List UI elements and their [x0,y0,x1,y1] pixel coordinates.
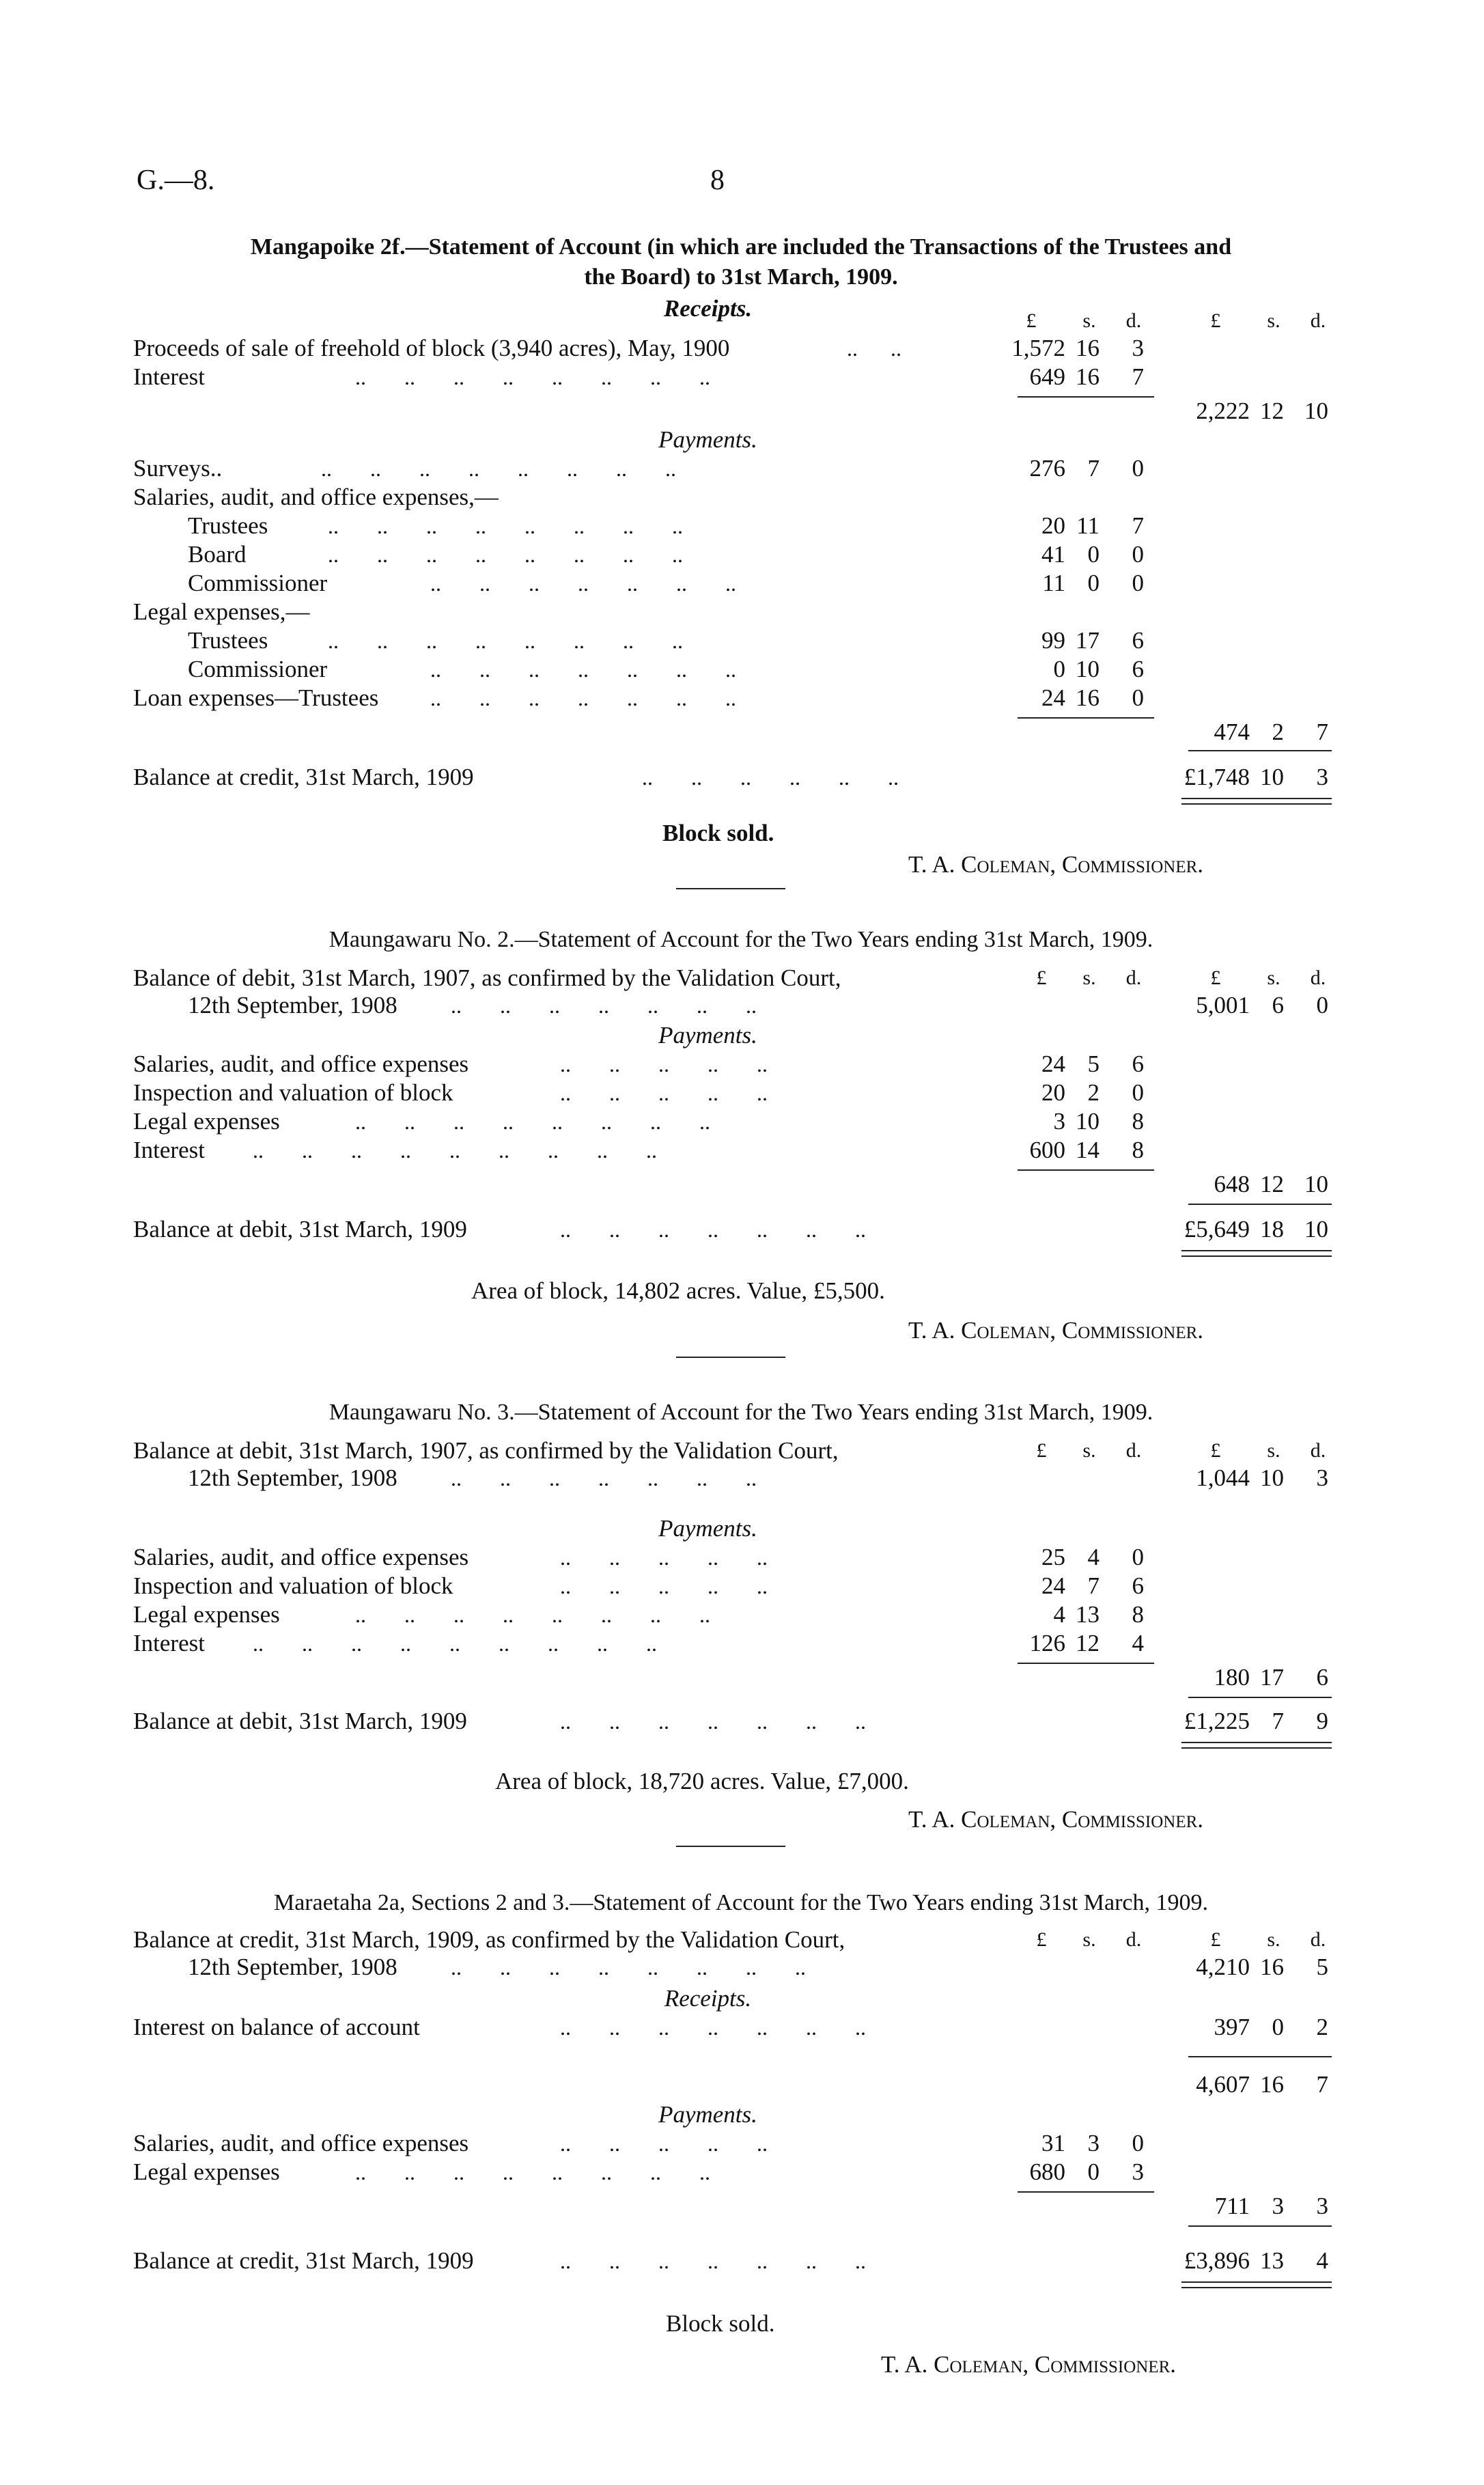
s2-p1-pence: 6 [1132,1051,1144,1077]
s1-loan-pence: 0 [1132,684,1144,711]
s1-receipts-total-shillings: 12 [1260,398,1284,424]
s2-p1-pounds: 24 [1041,1051,1065,1077]
s3-p2-pence: 6 [1132,1572,1144,1599]
s1-r1-shillings: 16 [1076,335,1100,361]
s1-trustees-pounds: 20 [1041,512,1065,539]
s2-signature-text: T. A. Coleman, Commissioner. [908,1317,1204,1344]
s2-balance-pounds: £5,649 [1184,1216,1250,1242]
s3-signature [908,1806,1203,1833]
s3-payment-legal: Legal expenses [133,1601,280,1628]
s4-balance-label-1: Balance at credit, 31st March, 1909, as confirmed by the Validation Court, [133,1926,845,1953]
s1-payments-total-shillings: 2 [1272,719,1284,745]
s1-trustees-pence: 7 [1132,512,1144,539]
s4-receipt-interest: Interest on balance of account [133,2014,420,2040]
s3-p2-pounds: 24 [1041,1572,1065,1599]
s1-surveys-shillings: 7 [1087,455,1100,482]
s1-signature [908,851,1203,878]
leader-dots: .. .. .. .. .. [560,1574,768,1598]
s2-title: Maungawaru No. 2.—Statement of Account for the Two Years ending 31st March, 1909. [328,927,1153,952]
s1-receipt-interest: Interest [133,363,205,390]
s2-opening-shillings: 6 [1272,992,1284,1018]
s3-opening-pounds: 1,044 [1196,1464,1250,1491]
leader-dots: .. .. .. .. .. .. .. [430,571,736,596]
s2-p3-shillings: 10 [1076,1108,1100,1135]
section-separator [676,1846,785,1847]
leader-dots: .. .. .. .. .. .. .. [430,686,736,710]
s2-col-shilling: s. [1082,967,1096,989]
s2-payments-total-pounds: 648 [1214,1171,1250,1197]
s1-balance-shillings: 10 [1260,764,1284,790]
leader-dots: .. .. .. .. .. [560,1052,768,1077]
s2-balance-label: Balance at debit, 31st March, 1909 [133,1216,467,1242]
s3-signature-text: T. A. Coleman, Commissioner. [908,1806,1204,1833]
s4-balance-shillings: 13 [1260,2247,1284,2274]
s1-board-pence: 0 [1132,541,1144,568]
s1-salaries-board: Board [188,541,247,568]
s3-p1-shillings: 4 [1087,1544,1100,1570]
double-rule [1181,2281,1332,2288]
s1-col2-shilling: s. [1267,309,1280,332]
s4-col2-pence: d. [1310,1928,1326,1951]
s3-balance-label-2: 12th September, 1908 [188,1464,397,1491]
s4-p1-pence: 0 [1132,2130,1144,2156]
s3-balance-label-1: Balance at debit, 31st March, 1907, as confirmed by the Validation Court, [133,1437,839,1464]
s1-payment-loan: Loan expenses—Trustees [133,684,379,711]
s1-receipts-total-pounds: 2,222 [1196,398,1250,424]
s2-col-pound: £ [1036,967,1047,989]
double-rule [1181,798,1332,805]
s4-col-pound: £ [1036,1928,1047,1951]
leader-dots: .. .. .. .. .. .. .. [560,2249,866,2273]
s1-r1-pence: 3 [1132,335,1144,361]
s2-p2-pounds: 20 [1041,1079,1065,1106]
s3-col2-pence: d. [1310,1439,1326,1462]
s3-p2-shillings: 7 [1087,1572,1100,1599]
s3-balance-label: Balance at debit, 31st March, 1909 [133,1708,467,1734]
s1-commissioner-pence: 0 [1132,570,1144,596]
s4-payments-total-pence: 3 [1316,2193,1328,2219]
s1-receipt-proceeds: Proceeds of sale of freehold of block (3,940 acres), May, 1900 [133,335,730,361]
s1-payment-surveys: Surveys.. [133,455,223,482]
s1-r2-shillings: 16 [1076,363,1100,390]
s1-col2-pence: d. [1310,309,1326,332]
rule [1018,717,1154,719]
s1-board-shillings: 0 [1087,541,1100,568]
s1-surveys-pence: 0 [1132,455,1144,482]
double-rule [1181,1250,1332,1257]
s1-legal-commissioner-pounds: 0 [1053,656,1065,682]
s2-balance-label-2: 12th September, 1908 [188,992,397,1018]
double-rule [1181,1742,1332,1749]
s2-col2-shilling: s. [1267,967,1280,989]
s1-commissioner-pounds: 11 [1042,570,1065,596]
s4-balance-pounds: £3,896 [1184,2247,1250,2274]
s3-payment-inspection: Inspection and valuation of block [133,1572,453,1599]
s3-p3-shillings: 13 [1076,1601,1100,1628]
rule [1188,750,1332,751]
s2-col-pence: d. [1125,967,1142,989]
s4-subtotal-shillings: 16 [1260,2071,1284,2098]
page-number: 8 [710,165,725,196]
s4-signature-text: T. A. Coleman, Commissioner. [881,2351,1177,2378]
s1-legal-trustees: Trustees [188,627,268,654]
s4-subtotal-pounds: 4,607 [1196,2071,1250,2098]
s3-col-pence: d. [1125,1439,1142,1462]
rule [1018,1663,1154,1664]
s1-legal-commissioner-pence: 6 [1132,656,1144,682]
s3-balance-pounds: £1,225 [1184,1708,1250,1734]
leader-dots: .. .. .. .. .. [560,1545,768,1570]
leader-dots: .. .. .. .. .. .. .. .. [355,2160,710,2184]
s4-p2-pounds: 680 [1029,2158,1065,2185]
s1-salaries-commissioner: Commissioner [188,570,328,596]
s4-r1-pence: 2 [1316,2014,1328,2040]
s1-payment-salaries: Salaries, audit, and office expenses,— [133,484,499,510]
s1-balance-label: Balance at credit, 31st March, 1909 [133,764,474,790]
s4-receipts-heading: Receipts. [664,1985,752,2012]
document-reference: G.—8. [137,165,215,196]
s4-subtotal-pence: 7 [1316,2071,1328,2098]
rule [1188,2056,1332,2057]
leader-dots: .. .. .. .. .. .. .. .. [451,1955,806,1980]
leader-dots: .. .. .. .. .. .. .. .. [328,628,683,653]
s1-title-line2: the Board) to 31st March, 1909. [584,264,898,290]
s2-p2-shillings: 2 [1087,1079,1100,1106]
leader-dots: .. .. .. .. .. .. .. [560,1709,866,1734]
section-separator [676,1357,785,1358]
s2-payments-heading: Payments. [658,1022,757,1049]
leader-dots: .. .. [847,336,901,361]
s2-opening-pounds: 5,001 [1196,992,1250,1018]
s1-title-line1: Mangapoike 2f.—Statement of Account (in which are included the Transactions of the Trustees and [250,234,1232,260]
s1-r1-pounds: 1,572 [1011,335,1065,361]
s2-payments-total-pence: 10 [1304,1171,1328,1197]
s4-col2-pound: £ [1210,1928,1221,1951]
s2-signature [908,1317,1203,1344]
leader-dots: .. .. .. .. .. .. .. .. [328,514,683,538]
s2-p4-pounds: 600 [1029,1137,1065,1163]
s3-col2-pound: £ [1210,1439,1221,1462]
s4-r1-shillings: 0 [1272,2014,1284,2040]
s1-col-shilling: s. [1082,309,1096,332]
s4-balance-label-2: 12th September, 1908 [188,1954,397,1980]
s4-col-shilling: s. [1082,1928,1096,1951]
leader-dots: .. .. .. .. .. .. .. .. [355,365,710,389]
s2-p2-pence: 0 [1132,1079,1144,1106]
s4-payment-legal: Legal expenses [133,2158,280,2185]
section-separator [676,888,785,889]
s1-surveys-pounds: 276 [1029,455,1065,482]
s2-payment-legal: Legal expenses [133,1108,280,1135]
leader-dots: .. .. .. .. .. .. .. [560,1217,866,1242]
leader-dots: .. .. .. .. .. .. .. [560,2015,866,2040]
s1-note: Block sold. [662,820,774,846]
s4-p2-shillings: 0 [1087,2158,1100,2185]
s2-p4-pence: 8 [1132,1137,1144,1163]
rule [1018,2191,1154,2193]
s4-balance-pence: 4 [1316,2247,1328,2274]
s1-col2-pound: £ [1210,309,1221,332]
s1-r2-pounds: 649 [1029,363,1065,390]
rule [1188,1204,1332,1205]
s1-col-pound: £ [1026,309,1037,332]
s1-payment-legal: Legal expenses,— [133,598,310,625]
s1-payments-heading: Payments. [658,426,757,453]
s3-payments-total-pounds: 180 [1214,1664,1250,1691]
s1-trustees-shillings: 11 [1076,512,1100,539]
s1-legal-trustees-pounds: 99 [1041,627,1065,654]
s1-loan-pounds: 24 [1041,684,1065,711]
s3-payment-salaries: Salaries, audit, and office expenses [133,1544,469,1570]
s3-opening-pence: 3 [1316,1464,1328,1491]
s3-note: Area of block, 18,720 acres. Value, £7,000. [495,1768,909,1794]
leader-dots: .. .. .. .. .. .. .. .. [321,456,676,481]
s3-col2-shilling: s. [1267,1439,1280,1462]
s3-balance-pence: 9 [1316,1708,1328,1734]
leader-dots: .. .. .. .. .. .. .. .. [355,1602,710,1627]
s2-payment-inspection: Inspection and valuation of block [133,1079,453,1106]
leader-dots: .. .. .. .. .. .. [642,765,899,790]
s1-salaries-trustees: Trustees [188,512,268,539]
s3-payments-total-pence: 6 [1316,1664,1328,1691]
s2-col2-pound: £ [1210,967,1221,989]
s4-p2-pence: 3 [1132,2158,1144,2185]
s2-p1-shillings: 5 [1087,1051,1100,1077]
s4-signature [881,2351,1176,2378]
s3-p1-pence: 0 [1132,1544,1144,1570]
s4-col2-shilling: s. [1267,1928,1280,1951]
s3-payments-total-shillings: 17 [1260,1664,1284,1691]
s1-legal-commissioner-shillings: 10 [1076,656,1100,682]
s1-legal-commissioner: Commissioner [188,656,328,682]
s2-col2-pence: d. [1310,967,1326,989]
leader-dots: .. .. .. .. .. .. .. .. .. [253,1631,657,1656]
s3-p4-shillings: 12 [1076,1630,1100,1656]
s1-legal-trustees-shillings: 17 [1076,627,1100,654]
s1-board-pounds: 41 [1041,541,1065,568]
s4-opening-shillings: 16 [1260,1954,1284,1980]
s4-opening-pounds: 4,210 [1196,1954,1250,1980]
s2-balance-pence: 10 [1304,1216,1328,1242]
s2-p3-pence: 8 [1132,1108,1144,1135]
s4-r1-pounds: 397 [1214,2014,1250,2040]
s2-opening-pence: 0 [1316,992,1328,1018]
leader-dots: .. .. .. .. .. [560,1081,768,1105]
s4-payments-total-shillings: 3 [1272,2193,1284,2219]
s4-p1-pounds: 31 [1041,2130,1065,2156]
s3-title: Maungawaru No. 3.—Statement of Account for the Two Years ending 31st March, 1909. [328,1400,1153,1425]
s2-payment-interest: Interest [133,1137,205,1163]
s1-loan-shillings: 16 [1076,684,1100,711]
s4-balance-label: Balance at credit, 31st March, 1909 [133,2247,474,2274]
s4-title: Maraetaha 2a, Sections 2 and 3.—Statement of Account for the Two Years ending 31st March, 1909. [273,1890,1209,1915]
s3-payments-heading: Payments. [658,1515,757,1542]
s3-balance-shillings: 7 [1272,1708,1284,1734]
s3-col-pound: £ [1036,1439,1047,1462]
s4-payments-total-pounds: 711 [1214,2193,1250,2219]
leader-dots: .. .. .. .. .. .. .. .. .. [253,1138,657,1163]
s3-p4-pence: 4 [1132,1630,1144,1656]
s2-payment-salaries: Salaries, audit, and office expenses [133,1051,469,1077]
s2-payments-total-shillings: 12 [1260,1171,1284,1197]
leader-dots: .. .. .. .. .. .. .. .. [328,542,683,567]
s1-col-pence: d. [1125,309,1142,332]
s4-col-pence: d. [1125,1928,1142,1951]
s3-payment-interest: Interest [133,1630,205,1656]
s1-receipts-heading: Receipts. [663,295,753,322]
s3-p3-pounds: 4 [1053,1601,1065,1628]
s3-p4-pounds: 126 [1029,1630,1065,1656]
s1-payments-total-pounds: 474 [1214,719,1250,745]
leader-dots: .. .. .. .. .. .. .. [451,993,757,1018]
s1-r2-pence: 7 [1132,363,1144,390]
s1-commissioner-shillings: 0 [1087,570,1100,596]
s1-payments-total-pence: 7 [1316,719,1328,745]
s2-p4-shillings: 14 [1076,1137,1100,1163]
s2-balance-shillings: 18 [1260,1216,1284,1242]
rule [1188,2225,1332,2227]
s2-balance-label-1: Balance of debit, 31st March, 1907, as confirmed by the Validation Court, [133,964,841,991]
s3-opening-shillings: 10 [1260,1464,1284,1491]
rule [1018,396,1154,398]
leader-dots: .. .. .. .. .. .. .. [451,1466,757,1490]
s1-balance-pounds: £1,748 [1184,764,1250,790]
leader-dots: .. .. .. .. .. .. .. [430,657,736,682]
s3-col-shilling: s. [1082,1439,1096,1462]
s4-p1-shillings: 3 [1087,2130,1100,2156]
s1-legal-trustees-pence: 6 [1132,627,1144,654]
s1-balance-pence: 3 [1316,764,1328,790]
s4-note: Block sold. [666,2310,775,2337]
leader-dots: .. .. .. .. .. .. .. .. [355,1109,710,1134]
rule [1018,1169,1154,1171]
s4-opening-pence: 5 [1316,1954,1328,1980]
s2-p3-pounds: 3 [1053,1108,1065,1135]
s4-payments-heading: Payments. [658,2101,757,2128]
s4-payment-salaries: Salaries, audit, and office expenses [133,2130,469,2156]
rule [1188,1697,1332,1698]
s3-p1-pounds: 25 [1041,1544,1065,1570]
s2-note: Area of block, 14,802 acres. Value, £5,500. [471,1277,885,1304]
s3-p3-pence: 8 [1132,1601,1144,1628]
s1-signature-text: T. A. Coleman, Commissioner. [908,851,1204,878]
leader-dots: .. .. .. .. .. [560,2131,768,2156]
s1-receipts-total-pence: 10 [1304,398,1328,424]
